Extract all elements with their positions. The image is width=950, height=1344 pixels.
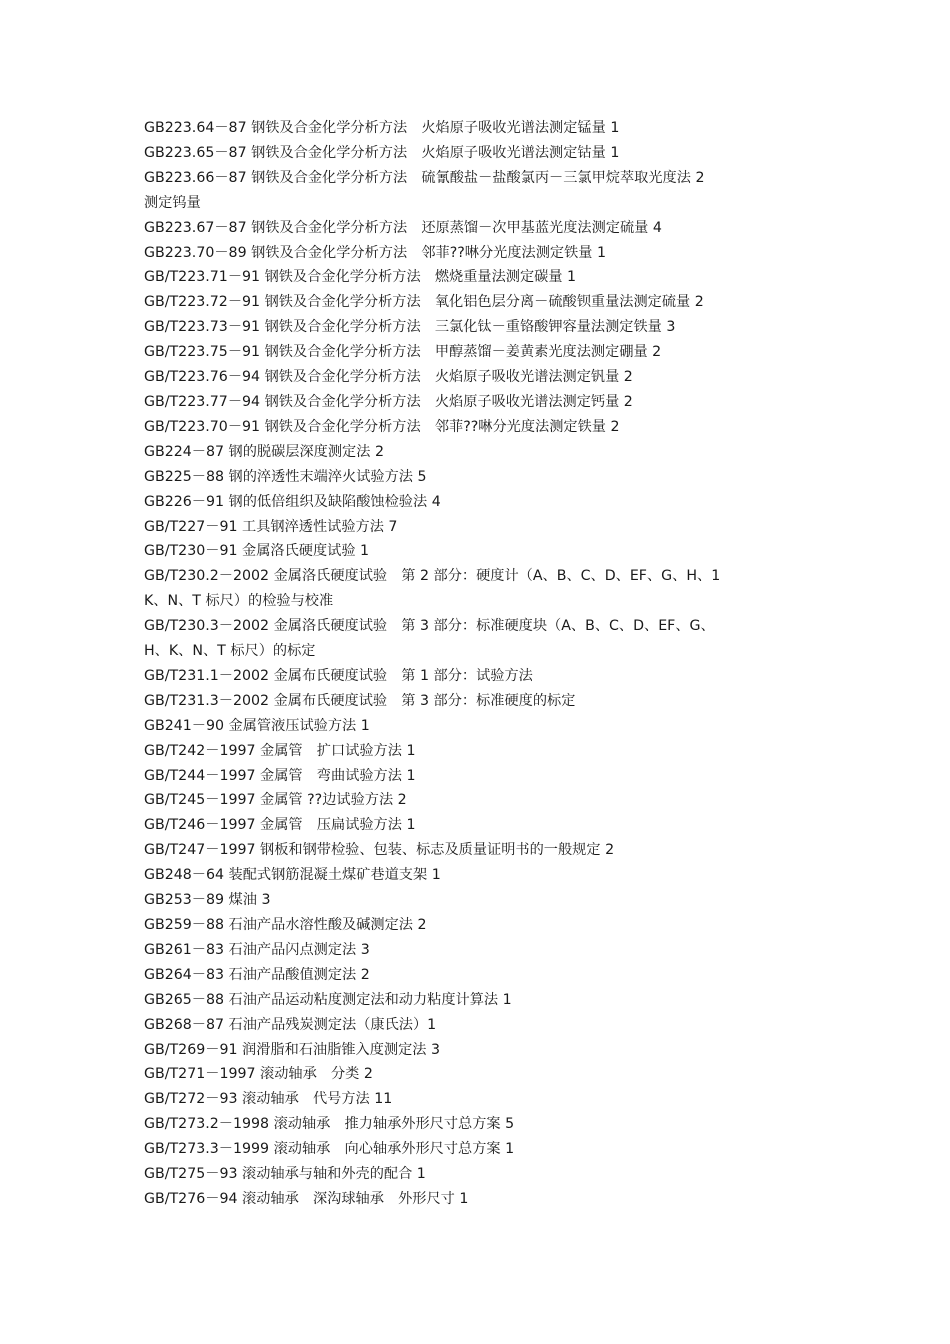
document-line: GB/T223.71－91 钢铁及合金化学分析方法 燃烧重量法测定碳量 1 <box>144 269 577 286</box>
document-line: GB268－87 石油产品残炭测定法（康氏法）1 <box>144 1016 437 1033</box>
document-line: GB/T272－93 滚动轴承 代号方法 11 <box>144 1091 393 1108</box>
document-line: GB/T247－1997 钢板和钢带检验、包装、标志及质量证明书的一般规定 2 <box>144 842 615 859</box>
document-line: GB/T275－93 滚动轴承与轴和外壳的配合 1 <box>144 1166 426 1183</box>
document-line: K、N、T 标尺）的检验与校准 <box>144 593 334 610</box>
document-page <box>144 116 796 1212</box>
document-line: GB226－91 钢的低倍组织及缺陷酸蚀检验法 4 <box>144 493 441 510</box>
document-line: GB/T276－94 滚动轴承 深沟球轴承 外形尺寸 1 <box>144 1190 469 1207</box>
document-line: H、K、N、T 标尺）的标定 <box>144 643 316 660</box>
document-line: GB261－83 石油产品闪点测定法 3 <box>144 941 370 958</box>
document-line: GB265－88 石油产品运动粘度测定法和动力粘度计算法 1 <box>144 991 512 1008</box>
document-line: GB/T246－1997 金属管 压扁试验方法 1 <box>144 817 416 834</box>
document-line: GB223.67－87 钢铁及合金化学分析方法 还原蒸馏－次甲基蓝光度法测定硫量 4 <box>144 219 662 236</box>
document-line: GB/T223.76－94 钢铁及合金化学分析方法 火焰原子吸收光谱法测定钒量 2 <box>144 369 633 386</box>
document-line: GB/T223.75－91 钢铁及合金化学分析方法 甲醇蒸馏－姜黄素光度法测定硼量 2 <box>144 344 662 361</box>
document-line: GB/T245－1997 金属管 ??边试验方法 2 <box>144 792 407 809</box>
document-line: GB/T273.3－1999 滚动轴承 向心轴承外形尺寸总方案 1 <box>144 1141 515 1158</box>
document-line: GB223.65－87 钢铁及合金化学分析方法 火焰原子吸收光谱法测定钴量 1 <box>144 144 620 161</box>
document-line: GB/T230.2－2002 金属洛氏硬度试验 第 2 部分：硬度计（A、B、C、D、EF、G、H、1 <box>144 568 721 585</box>
document-line: GB/T242－1997 金属管 扩口试验方法 1 <box>144 742 416 759</box>
document-line: GB/T230.3－2002 金属洛氏硬度试验 第 3 部分：标准硬度块（A、B、C、D、EF、G、 <box>144 618 715 635</box>
document-line: GB241－90 金属管液压试验方法 1 <box>144 717 370 734</box>
document-line: GB223.66－87 钢铁及合金化学分析方法 硫氰酸盐－盐酸氯丙－三氯甲烷萃取光度法 2 <box>144 169 705 186</box>
document-line: GB/T227－91 工具钢淬透性试验方法 7 <box>144 518 398 535</box>
document-line: GB/T223.72－91 钢铁及合金化学分析方法 氧化铝色层分离－硫酸钡重量法测定硫量 2 <box>144 294 704 311</box>
document-line: 测定钨量 <box>144 194 201 211</box>
document-line: GB225－88 钢的淬透性末端淬火试验方法 5 <box>144 468 427 485</box>
document-line: GB/T231.1－2002 金属布氏硬度试验 第 1 部分：试验方法 <box>144 667 533 684</box>
document-line: GB253－89 煤油 3 <box>144 892 271 909</box>
document-line: GB/T271－1997 滚动轴承 分类 2 <box>144 1066 373 1083</box>
document-line: GB/T230－91 金属洛氏硬度试验 1 <box>144 543 370 560</box>
document-line: GB224－87 钢的脱碳层深度测定法 2 <box>144 443 384 460</box>
document-line: GB/T223.70－91 钢铁及合金化学分析方法 邻菲??啉分光度法测定铁量 2 <box>144 418 620 435</box>
document-line: GB/T231.3－2002 金属布氏硬度试验 第 3 部分：标准硬度的标定 <box>144 692 576 709</box>
document-line: GB223.64－87 钢铁及合金化学分析方法 火焰原子吸收光谱法测定锰量 1 <box>144 120 620 136</box>
document-line: GB/T244－1997 金属管 弯曲试验方法 1 <box>144 767 416 784</box>
document-line: GB259－88 石油产品水溶性酸及碱测定法 2 <box>144 917 427 933</box>
document-line: GB/T273.2－1998 滚动轴承 推力轴承外形尺寸总方案 5 <box>144 1116 515 1133</box>
document-line: GB223.70－89 钢铁及合金化学分析方法 邻菲??啉分光度法测定铁量 1 <box>144 244 607 261</box>
document-line: GB264－83 石油产品酸值测定法 2 <box>144 966 370 983</box>
document-line: GB/T223.77－94 钢铁及合金化学分析方法 火焰原子吸收光谱法测定钙量 2 <box>144 393 633 410</box>
document-line: GB/T269－91 润滑脂和石油脂锥入度测定法 3 <box>144 1041 440 1058</box>
document-line: GB248－64 装配式钢筋混凝土煤矿巷道支架 1 <box>144 867 441 884</box>
document-line: GB/T223.73－91 钢铁及合金化学分析方法 三氯化钛－重铬酸钾容量法测定铁量 3 <box>144 319 676 336</box>
